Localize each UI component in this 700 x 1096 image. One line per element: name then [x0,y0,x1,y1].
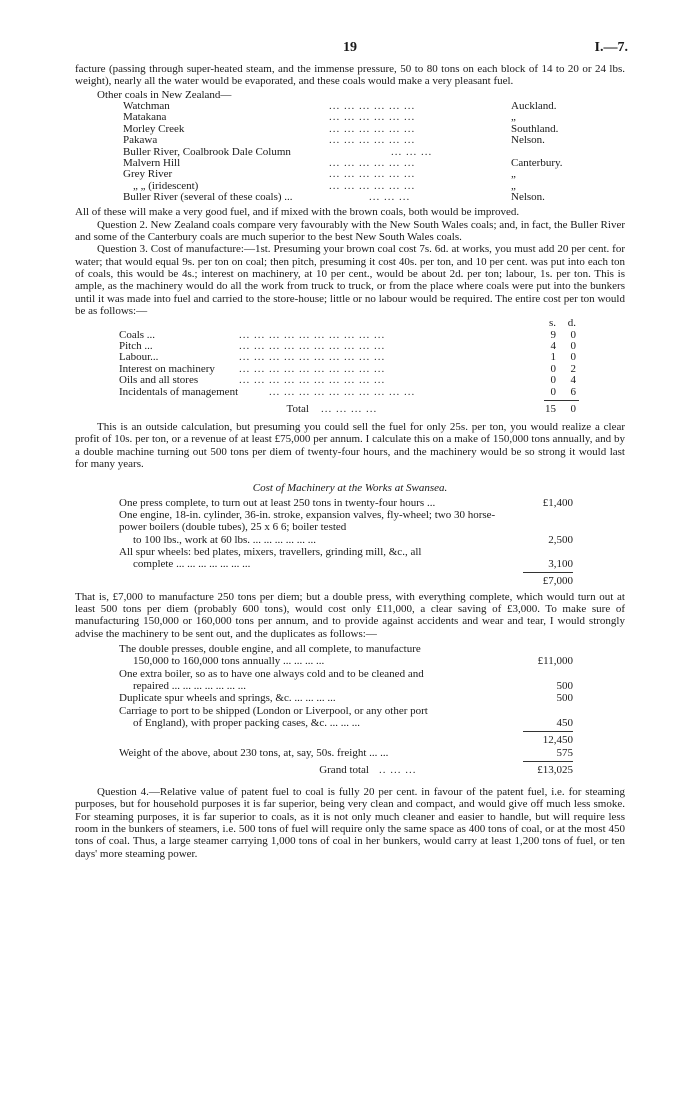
coal-location [511,147,593,158]
duplicates-cost-table [119,643,573,776]
sum-rule [544,400,579,401]
column-shillings: s. [548,317,556,330]
page-number: 19 [343,40,357,55]
machinery-cost-table [119,497,573,588]
grand-total-row [119,764,573,776]
machinery-total-row [119,575,573,587]
leader-dots: ... ... ... ... ... ... ... ... ... ... [239,363,386,375]
leader-dots: ... ... ... ... ... ... [329,169,416,181]
leader-dots: ... ... ... ... ... ... ... ... ... ... [269,386,416,398]
cost-per-ton-table [119,318,579,415]
cost-row [119,387,579,398]
subtotal-amount: 12,450 [542,734,573,747]
other-coals-intro: Other coals in New Zealand— [97,88,232,101]
machinery-total: £7,000 [542,575,573,588]
coal-name: Malvern Hill [123,157,181,169]
cost-shillings: 1 [550,351,556,364]
total-label: Total [286,403,309,415]
coal-name: Matakana [123,112,167,124]
coal-row [123,112,593,123]
grand-total-amount: £13,025 [537,763,573,776]
coal-name: Grey River [123,169,173,181]
cost-pence: 4 [570,374,576,387]
cost-shillings: 9 [550,328,556,341]
paragraph-question-2: Question 2. New Zealand coals compare very favourably with the New South Wales coals; and, in fact, the Buller River and some of the Canterbury coals are much superior to the best New South Wales coals. [75,218,625,244]
leader-dots: ... ... ... [369,192,411,204]
paragraph-profit: This is an outside calculation, but presuming you could sell the fuel for only 25s. per ton, you would realize a clear profit of 10s. per ton, or a revenue of at least £75,000 per annum. I calculate this on a make of 150,000 tons annually, and by a double machine turning out 500 tons per diem of twenty-four hours, and the machinery would be so strong it would last for many years. [75,421,625,470]
duplicate-item: Duplicate spur wheels and springs, &c. ... ... ... ... [119,692,336,705]
freight-row [119,747,573,759]
leader-dots: ... ... ... ... ... ... [329,123,416,135]
machinery-amount: £1,400 [542,496,573,509]
coal-row [123,147,593,158]
leader-dots: ... ... ... ... ... ... ... ... ... ... [239,341,386,353]
coal-location: „ [511,180,516,192]
duplicate-amount: £11,000 [537,655,573,668]
leader-dots: ... ... ... ... ... ... ... ... ... ... [239,352,386,364]
cost-total-row [119,403,579,415]
cost-row [119,375,579,386]
cost-pence: 6 [570,385,576,398]
coal-location: Nelson. [511,135,545,147]
cost-item: Oils and all stores [119,375,199,387]
coal-location: Southland. [511,123,559,135]
machinery-item: One engine, 18-in. cylinder, 36-in. stroke, expansion valves, fly-wheel; two 30 horse-power boilers (double tubes), 25 x 6 6; boiler tested to 100 lbs., work at 60 lbs. ... ... ... ... ... ... [119,508,496,546]
coal-row [123,158,593,169]
leader-dots: ... ... ... ... ... ... ... ... ... ... [239,329,386,341]
machinery-item: One press complete, to turn out at least 250 tons in twenty-four hours ... [119,496,436,509]
grand-total-label: Grand total [319,763,369,776]
coal-list [123,101,593,204]
coal-name: Watchman [123,100,170,112]
leader-dots: ... ... ... ... ... ... [329,135,416,147]
cost-item: Incidentals of management [119,386,239,398]
freight-label: Weight of the above, about 230 tons, at, say, 50s. freight ... ... [119,746,389,759]
cost-row [119,330,579,341]
cost-shillings: 0 [550,385,556,398]
cost-pence: 0 [570,351,576,364]
cost-pence: 0 [570,340,576,353]
paragraph-question-3: Question 3. Cost of manufacture:—1st. Presuming your brown coal cost 7s. 6d. at works, you must add 20 per cent. for water; that would equal 9s. per ton on coal; then pitch, presuming it cost 40s. per ton, and 10 per cent. was put into each ton of coals, this would be 4s.; interest on machinery, at 10 per cent., would be about 2d. per ton; labour, 1s. per ton. This is ample, as the machinery would do all the work from truck to truck, or from the place where coals were put into the bunkers until it was made into fuel and carried to the store-house; little or no labour would be required. The entire cost per ton would be as follows:— [75,243,625,317]
subtotal-row [119,734,573,746]
coal-row [123,181,593,192]
total-shillings: 15 [545,403,556,415]
section-heading: Cost of Machinery at the Works at Swansea. [252,482,448,495]
page-body [75,63,625,860]
coal-location: „ [511,169,516,181]
duplicate-amount: 450 [556,716,573,729]
paragraph-continuation: facture (passing through super-heated steam, and the immense pressure, 50 to 80 tons on each block of 14 to 20 or 24 lbs. weight), nearly all the water would be evaporated, and these coals would make a very pleasant fuel. [75,63,625,88]
cost-item: Interest on machinery [119,363,215,375]
column-pence: d. [567,317,576,330]
cost-shillings: 0 [550,374,556,387]
duplicate-row [119,692,573,704]
sum-rule [523,761,573,762]
coal-location: Canterbury. [511,157,563,169]
cost-shillings: 4 [550,340,556,353]
cost-item: Pitch ... [119,341,153,353]
coal-name: Pakawa [123,135,158,147]
cost-row [119,341,579,352]
cost-item: Labour... [119,352,159,364]
leader-dots: ... ... ... ... ... ... [329,180,416,192]
machinery-item: All spur wheels: bed plates, mixers, travellers, grinding mill, &c., all complete ... ... ... ... ... ... ... [119,545,422,571]
duplicate-item: The double presses, double engine, and all complete, to manufacture 150,000 to 160,000 tons annually ... ... ... ... [119,643,421,668]
total-pence: 0 [570,403,576,415]
cost-shillings: 0 [550,362,556,375]
freight-amount: 575 [556,746,573,759]
leader-dots: ... ... ... [391,146,433,158]
duplicate-amount: 500 [556,679,573,692]
coal-name: Buller River, Coalbrook Dale Column [123,146,291,158]
cost-pence: 0 [570,328,576,341]
leader-dots: ... ... ... ... ... ... [329,112,416,124]
paragraph: All of these will make a very good fuel, and if mixed with the brown coals, both would be improved. [75,206,520,219]
leader-dots: ... ... ... ... ... ... [329,157,416,169]
cost-pence: 2 [570,362,576,375]
coal-name: Morley Creek [123,123,185,135]
cost-row [119,364,579,375]
coal-row [123,124,593,135]
leader-dots: .. ... ... [379,763,417,776]
coal-row [123,135,593,146]
duplicate-item: One extra boiler, so as to have one always cold and to be cleaned and repaired ... ... ... ... ... ... ... [119,667,424,692]
coal-location: Auckland. [511,100,557,112]
paragraph-duplicates: That is, £7,000 to manufacture 250 tons per diem; but a double press, with everything complete, which would turn out at least 500 tons per diem (probably 600 tons), would cost only £11,000, a clear saving of £3,000. To make sure of manufacturing 150,000 or 160,000 tons per annum, and to provide against accidents and wear and tear, I would strongly advise the machinery to be sent out, and the duplicates as follows:— [75,590,625,640]
duplicate-row [119,705,573,730]
sum-rule [523,572,573,573]
coal-row [123,101,593,112]
machinery-row [119,497,573,509]
duplicate-item: Carriage to port to be shipped (London or Liverpool, or any other port of England), with proper packing cases, &c. ... ... ... [119,704,428,729]
leader-dots: ... ... ... ... ... ... ... ... ... ... [239,375,386,387]
cost-item: Coals ... [119,329,156,341]
cost-row [119,352,579,363]
paragraph-question-4: Question 4.—Relative value of patent fuel to coal is fully 20 per cent. in favour of the patent fuel, i.e. for steaming purposes, but for household purposes it is far superior, being very clean and compact, and would give off much less smoke. For steaming purposes, it is far superior to coals, as it is not only much cleaner and easier to handle, but will require less room in the bunkers of steamers, i.e. 500 tons of fuel will require only the same space as 400 tons of coal, or at the most 450 tons of coal. Thus, a large steamer carrying 1,000 tons of coal in her bunkers, would carry at least 1,200 tons of fuel, or ten days' more steaming power. [75,786,625,860]
coal-location: Nelson. [511,192,545,204]
duplicate-row [119,643,573,668]
leader-dots: ... ... ... ... [321,403,378,415]
machinery-amount: 3,100 [548,558,573,571]
duplicate-row [119,668,573,693]
coal-location: „ [511,112,516,124]
duplicate-amount: 500 [556,692,573,705]
page-header [0,40,700,58]
coal-name: Buller River (several of these coals) ... [123,192,293,204]
machinery-amount: 2,500 [548,533,573,546]
machinery-row [119,546,573,571]
leader-dots: ... ... ... ... ... ... [329,100,416,112]
machinery-row [119,509,573,546]
coal-row [123,192,593,203]
coal-row [123,169,593,180]
coal-name: „ „ (iridescent) [133,180,199,192]
cost-table-header [119,318,579,329]
sum-rule [523,731,573,732]
document-reference: I.—7. [594,40,628,55]
